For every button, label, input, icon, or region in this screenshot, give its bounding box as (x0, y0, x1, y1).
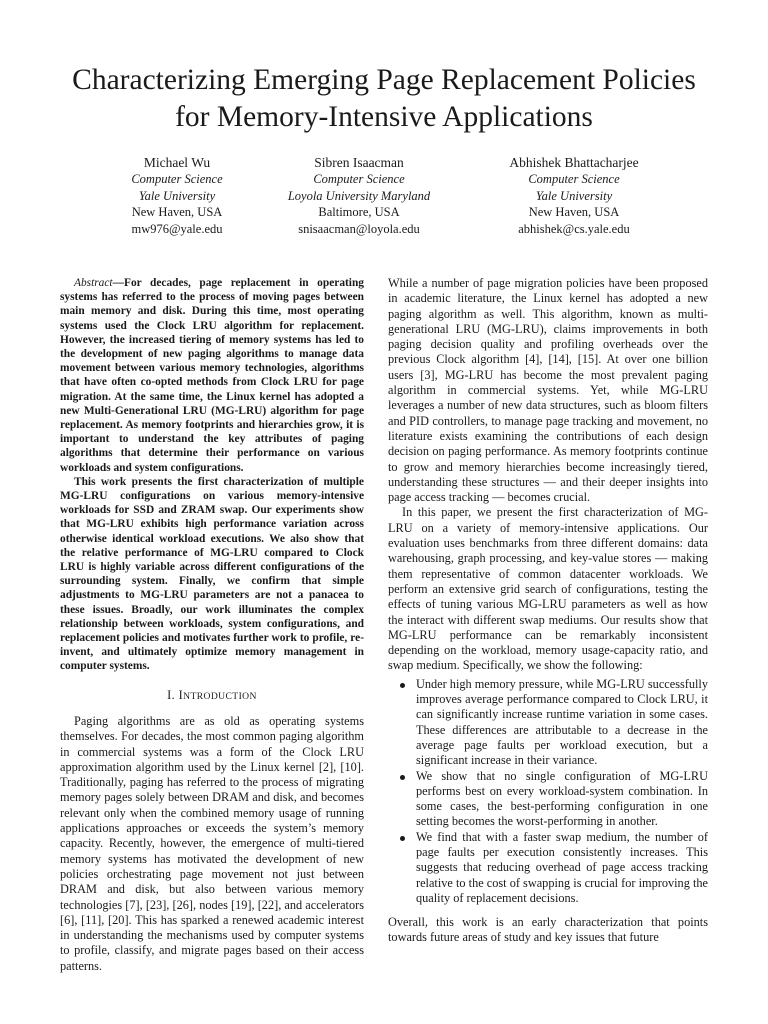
author-affiliation: Yale University (535, 188, 613, 203)
list-item-text: We find that with a faster swap medium, the number of page faults per execution consistently increases. This suggests that reducing overhead of page access tracking relative to the cost of swapping is crucial for improving the quality of replacement decisions. (416, 829, 708, 905)
list-item-text: We show that no single configuration of MG-LRU performs best on every workload-system combination. In some cases, the best-performing configuration in one setting becomes the worst-performing in another. (416, 768, 708, 829)
intro-paragraph-2-continued: While a number of page migration policies have been proposed in academic literature, the Linux kernel has adopted a new paging algorithm as well. This algorithm, known as multi-generational LRU (MG-LRU), claims improvements in both paging decision quality and profiling overheads over the previous Clock algorithm [4], [14], [15]. At over one billion users [3], MG-LRU has become the most prevalent paging algorithm in commercial systems. Yet, while MG-LRU leverages a number of new data structures, such as bloom filters and PID controllers, to manage page tracking and movement, no literature exists examining the contributions of each design decision on paging performance. As memory footprints continue to grow and memory hierarchies become increasingly tiered, understanding these structures — and their deeper insights into page access tracking — becomes crucial. (388, 276, 708, 505)
title-line-1: Characterizing Emerging Page Replacement Policies (72, 64, 696, 96)
author-1 (72, 154, 282, 237)
author-block (0, 154, 768, 238)
author-email: abhishek@cs.yale.edu (518, 221, 630, 236)
author-email: mw976@yale.edu (131, 221, 223, 236)
list-item (416, 769, 708, 830)
author-dept: Computer Science (528, 172, 620, 186)
abstract-label: Abstract (74, 277, 113, 289)
author-affiliation: Yale University (138, 188, 216, 203)
author-affiliation: Loyola University Maryland (287, 188, 431, 203)
abstract-text-1: —For decades, page replacement in operating systems has referred to the process of moving pages between main memory and disk. During this time, most operating systems used the Clock LRU algorithm for replacement. However, the increased tiering of memory systems has led to the development of new paging algorithms to manage data movement between various memory technologies, algorithms that have often co-opted methods from Clock LRU for page migration. At the same time, the Linux kernel has adopted a new Multi-Generational LRU (MG-LRU) algorithm for page replacement. As memory footprints and hierarchies grow, it is important to understand the key attributes of paging algorithms that determine their performance on various workloads and system configurations. (60, 277, 364, 474)
section-title-rest: NTRODUCTION (183, 690, 257, 702)
right-column (388, 276, 708, 946)
bullet-icon (400, 683, 405, 688)
bullet-icon (400, 836, 405, 841)
bullet-icon (400, 775, 405, 780)
author-3 (469, 154, 679, 237)
author-location: New Haven, USA (131, 205, 223, 219)
author-location: New Haven, USA (528, 205, 620, 219)
abstract-paragraph-2: This work presents the first characterization of multiple MG-LRU configurations on various memory-intensive workloads for SSD and ZRAM swap. Our experiments show that MG-LRU exhibits high performance variation across otherwise identical workload executions. We also show that the relative performance of MG-LRU compared to Clock LRU is highly variable across different configurations of the surrounding system. Finally, we confirm that simple adjustments to MG-LRU parameters are not a panacea to these issues. Broadly, our work illuminates the complex relationship between workloads, system configurations, and replacement policies and motivates further work to profile, re-invent, and ultimately optimize memory management in computer systems. (60, 475, 364, 673)
author-location: Baltimore, USA (318, 205, 400, 219)
section-heading-introduction (60, 688, 364, 704)
section-number: I. (167, 687, 176, 702)
author-dept: Computer Science (313, 172, 405, 186)
author-name: Michael Wu (143, 155, 211, 170)
author-2 (254, 154, 464, 237)
author-email: snisaacman@loyola.edu (298, 221, 420, 236)
author-dept: Computer Science (131, 172, 223, 186)
contributions-list (388, 677, 708, 906)
author-name: Sibren Isaacman (314, 155, 404, 170)
left-column (60, 276, 364, 974)
list-item (416, 677, 708, 769)
abstract-paragraph-1 (60, 276, 364, 475)
author-name: Abhishek Bhattacharjee (509, 155, 639, 170)
intro-paragraph-4: Overall, this work is an early characterization that points towards future areas of study and key issues that future (388, 915, 708, 945)
abstract (60, 276, 364, 674)
title-line-2: for Memory-Intensive Applications (175, 101, 593, 133)
list-item (416, 830, 708, 906)
list-item-text: Under high memory pressure, while MG-LRU successfully improves average performance compared to Clock LRU, it can significantly increase runtime variation in some cases. These differences are attributable to a decrease in the average page faults per workload execution, but a significant increase in their variance. (416, 676, 708, 768)
intro-paragraph-3: In this paper, we present the first characterization of MG-LRU on a variety of memory-intensive applications. Our evaluation uses benchmarks from three different domains: data warehousing, graph processing, and key-value stores — making them representative of common datacenter workloads. We perform an extensive grid search of configurations, testing the effects of tuning various MG-LRU parameters as well as how the interact with different swap mediums. Our results show that MG-LRU performance can be remarkably inconsistent depending on the workload, memory usage-capacity ratio, and swap medium. Specifically, we show the following: (388, 505, 708, 673)
section-title-initial: I (178, 687, 184, 702)
paper-title (30, 62, 738, 136)
intro-paragraph-1: Paging algorithms are as old as operating systems themselves. For decades, the most common paging algorithm in commercial systems was a form of the Clock LRU approximation algorithm used by the Linux kernel [2], [10]. Traditionally, paging has referred to the process of migrating memory pages solely between DRAM and disk, and becomes relevant only when the combined memory usage of running applications approaches or exceeds the system’s memory capacity. Recently, however, the emergence of multi-tiered memory systems has motivated the development of new policies orchestrating page movement not just between DRAM and disk, but also between various memory technologies [7], [23], [26], nodes [19], [22], and accelerators [6], [11], [20]. This has sparked a renewed academic interest in understanding the mechanisms used by computer systems to profile, classify, and migrate pages based on their access patterns. (60, 713, 364, 973)
